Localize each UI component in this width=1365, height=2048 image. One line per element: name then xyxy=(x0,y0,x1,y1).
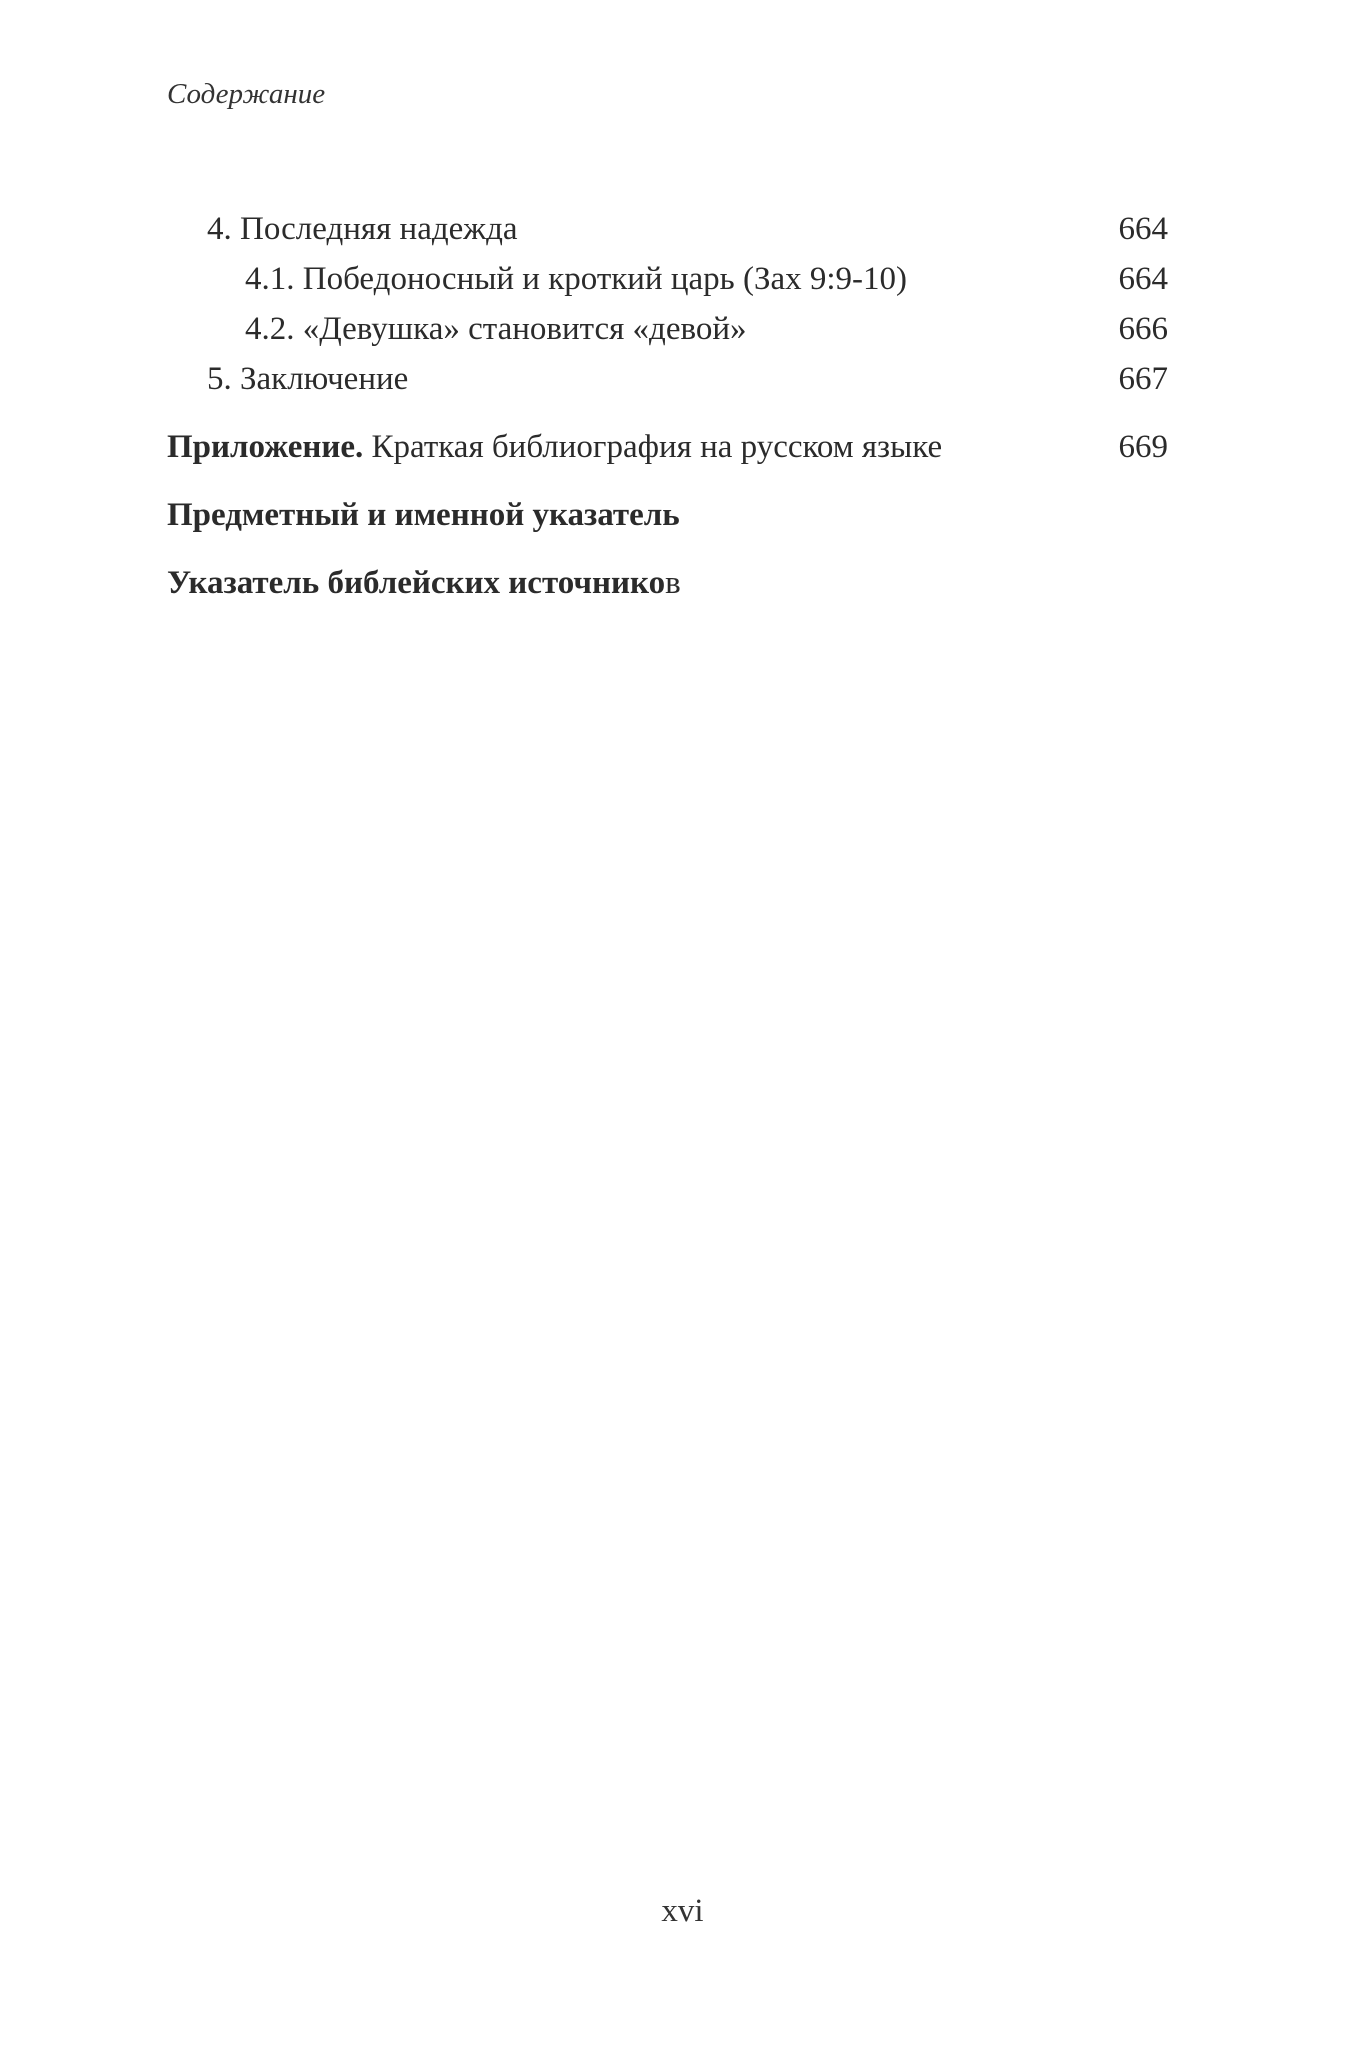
dot-leader xyxy=(520,238,1117,239)
dot-leader xyxy=(748,338,1116,339)
toc-entry-biblical-index[interactable] xyxy=(167,558,1145,608)
page-number: xvi xyxy=(661,1893,704,1929)
dot-leader xyxy=(683,592,1143,593)
toc-entry-5[interactable] xyxy=(167,354,1168,404)
toc-entry-page: 666 xyxy=(1118,311,1168,347)
toc-entry-title-rest: Краткая библиография на русском языке xyxy=(363,429,943,465)
toc-entry-title: 4.1. Победоносный и кроткий царь (Зах 9:9-10) xyxy=(245,261,908,297)
toc-entry-title: 4.2. «Девушка» становится «девой» xyxy=(245,311,747,347)
toc-entry-page: 664 xyxy=(1118,211,1168,247)
toc-entry-title-bold: Предметный и именной указатель xyxy=(167,497,680,533)
toc-entry-subject-index[interactable] xyxy=(167,490,1145,540)
toc-entry-title: 4. Последняя надежда xyxy=(207,211,518,247)
table-of-contents xyxy=(167,204,1168,608)
toc-entry-title-bold: Указатель библейских источнико xyxy=(167,565,666,601)
toc-entry-title: 5. Заключение xyxy=(207,361,409,397)
toc-entry-4[interactable] xyxy=(167,204,1168,254)
toc-entry-page: 667 xyxy=(1118,361,1168,397)
dot-leader xyxy=(410,388,1116,389)
toc-entry-page: 669 xyxy=(1118,429,1168,465)
toc-entry-title xyxy=(167,490,680,540)
toc-entry-page: 664 xyxy=(1118,261,1168,297)
dot-leader xyxy=(944,456,1116,457)
toc-entry-4-2[interactable] xyxy=(167,304,1168,354)
toc-entry-title xyxy=(167,422,942,472)
running-header: Содержание xyxy=(167,78,326,110)
dot-leader xyxy=(682,524,1143,525)
toc-entry-title-rest: в xyxy=(665,565,681,601)
toc-entry-title xyxy=(167,558,681,608)
toc-entry-4-1[interactable] xyxy=(167,254,1168,304)
toc-entry-title-bold: Приложение. xyxy=(167,429,364,465)
toc-entry-appendix[interactable] xyxy=(167,422,1168,472)
dot-leader xyxy=(909,288,1116,289)
